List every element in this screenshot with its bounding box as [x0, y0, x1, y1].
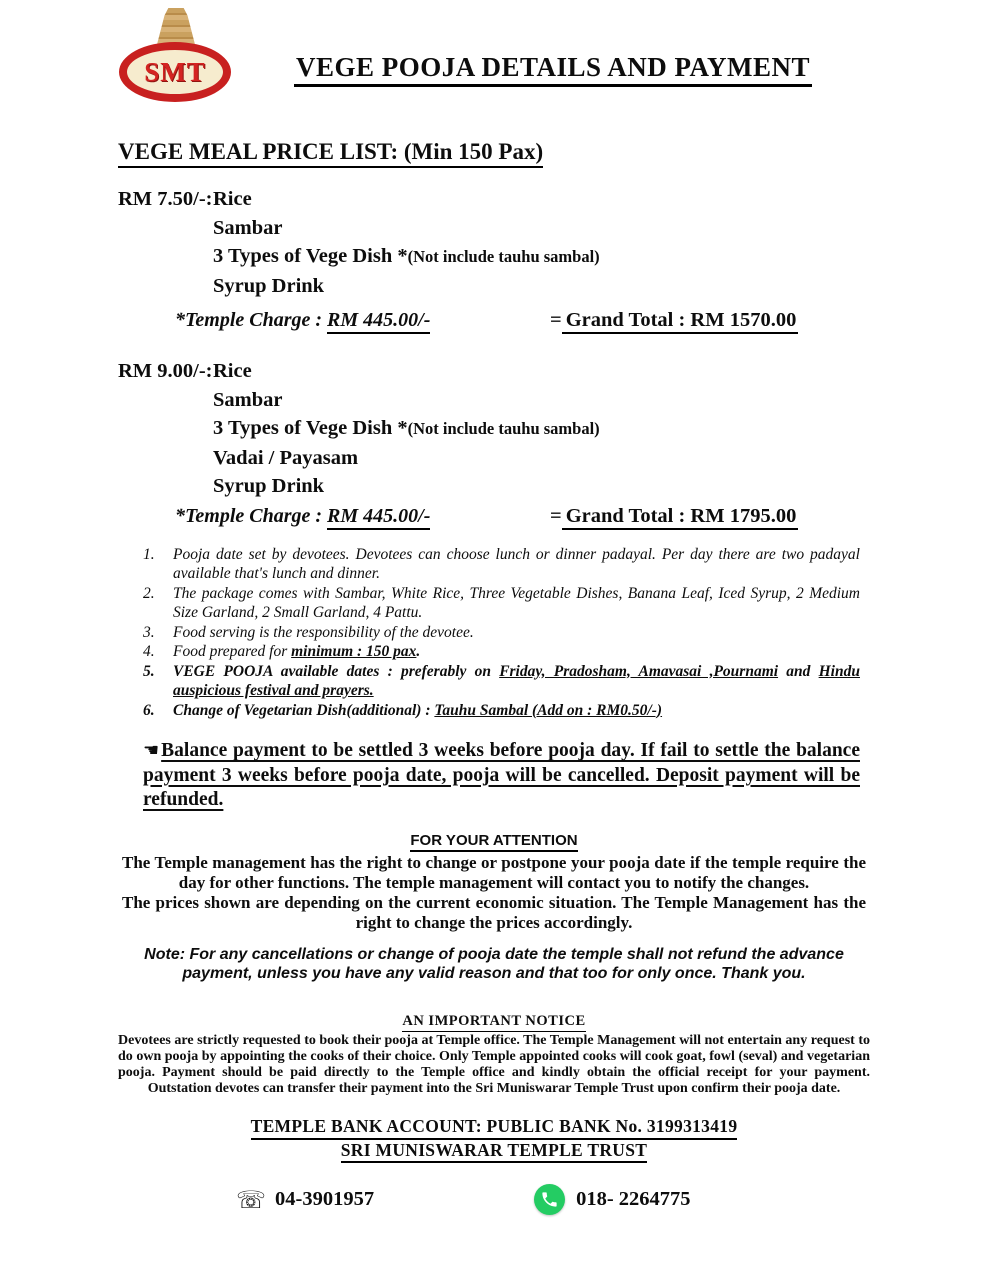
- bank-details: [118, 1116, 870, 1163]
- temple-charge-value: RM 445.00/-: [327, 505, 430, 530]
- whatsapp-number: 018- 2264775: [576, 1188, 691, 1210]
- package-item: Sambar: [213, 216, 283, 239]
- attention-paragraph: The Temple management has the right to change or postpone your pooja date if the temple require the day for other functions. The temple management will contact you to notify the changes.: [122, 853, 866, 892]
- logo-ring: [119, 42, 231, 102]
- terms-list: [143, 545, 860, 721]
- attention-heading: FOR YOUR ATTENTION: [410, 832, 577, 852]
- contact-row: [118, 1184, 870, 1215]
- bank-account-line: TEMPLE BANK ACCOUNT: PUBLIC BANK No. 3199313419: [251, 1116, 738, 1140]
- list-item: 3. Food serving is the responsibility of the devotee.: [143, 623, 474, 641]
- charge-row: [118, 502, 870, 530]
- important-notice-section: [118, 1012, 870, 1097]
- balance-payment-text: Balance payment to be settled 3 weeks before pooja day. If fail to settle the balance payment 3 weeks before pooja date, pooja will be cancelled. Deposit payment will be refunded.: [143, 740, 860, 810]
- package-item-note: (Not include tauhu sambal): [407, 247, 600, 266]
- package-item: Rice: [213, 188, 252, 210]
- cancellation-note: Note: For any cancellations or change of pooja date the temple shall not refund the advance payment, unless you have any valid reason and that too for only once. Thank you.: [144, 946, 844, 982]
- package-item: Rice: [213, 360, 252, 382]
- bank-trust-line: SRI MUNISWARAR TEMPLE TRUST: [341, 1140, 647, 1164]
- grand-total: Grand Total : RM 1570.00: [562, 309, 799, 334]
- phone-number: 04-3901957: [275, 1188, 375, 1210]
- whatsapp-contact: [534, 1184, 690, 1215]
- list-item: 1. Pooja date set by devotees. Devotees can choose lunch or dinner padayal. Per day there are two padayal available that's lunch and dinner.: [143, 545, 860, 582]
- equals-sign: =: [550, 504, 562, 527]
- document-header: [118, 0, 870, 110]
- important-notice-body: Devotees are strictly requested to book their pooja at Temple office. The Temple Management will not entertain any request to do own pooja by appointing the cooks of their choice. Only Temple appointed cooks will cook goat, fowl (seval) and vegetarian pooja. Payment should be paid directly to the Temple office and kindly obtain the official receipt for your payment. Outstation devotes can transfer their payment into the Sri Muniswarar Temple Trust upon confirm their pooja date.: [118, 1033, 870, 1096]
- page-title: VEGE POOJA DETAILS AND PAYMENT: [294, 52, 812, 87]
- list-item: 5. VEGE POOJA available dates : preferably on Friday, Pradosham, Amavasai ,Pournami and Hindu auspicious festival and prayers.: [143, 662, 860, 699]
- important-notice-heading: AN IMPORTANT NOTICE: [402, 1013, 585, 1032]
- logo-text: SMT: [144, 56, 206, 87]
- charge-row: [118, 306, 870, 334]
- temple-logo: [118, 6, 236, 106]
- temple-charge-label: *Temple Charge :: [175, 504, 328, 527]
- package-item: Syrup Drink: [213, 475, 325, 497]
- list-item: 6. Change of Vegetarian Dish(additional) : Tauhu Sambal (Add on : RM0.50/-): [143, 701, 663, 719]
- list-item: 4. Food prepared for minimum : 150 pax.: [143, 643, 421, 660]
- package-item: Sambar: [213, 388, 283, 411]
- package-item: 3 Types of Vege Dish *(Not include tauhu sambal): [213, 245, 600, 267]
- package-price: RM 7.50/-:: [118, 188, 213, 210]
- pointing-hand-icon: ☚: [143, 740, 160, 761]
- package-rm900: [118, 357, 870, 530]
- package-item-note: (Not include tauhu sambal): [407, 419, 600, 438]
- equals-sign: =: [550, 309, 562, 331]
- temple-charge-label: *Temple Charge :: [175, 309, 328, 331]
- attention-paragraph: The prices shown are depending on the current economic situation. The Temple Management has the right to change the prices accordingly.: [122, 893, 866, 932]
- phone-contact: [236, 1185, 375, 1214]
- balance-payment-warning: [143, 739, 860, 813]
- whatsapp-icon: [534, 1184, 565, 1215]
- grand-total: Grand Total : RM 1795.00: [562, 505, 799, 530]
- package-rm750: [118, 185, 870, 334]
- attention-section: [118, 832, 870, 932]
- temple-charge-value: RM 445.00/-: [327, 309, 430, 334]
- price-list-heading: VEGE MEAL PRICE LIST: (Min 150 Pax): [118, 139, 543, 168]
- package-item: 3 Types of Vege Dish *(Not include tauhu sambal): [213, 417, 600, 439]
- telephone-icon: ☏: [236, 1185, 267, 1214]
- list-item: 2. The package comes with Sambar, White Rice, Three Vegetable Dishes, Banana Leaf, Iced Syrup, 2 Medium Size Garland, 2 Small Garland, 4 Pattu.: [143, 584, 860, 621]
- package-price: RM 9.00/-:: [118, 360, 213, 382]
- package-item: Vadai / Payasam: [213, 446, 359, 469]
- package-item: Syrup Drink: [213, 274, 325, 297]
